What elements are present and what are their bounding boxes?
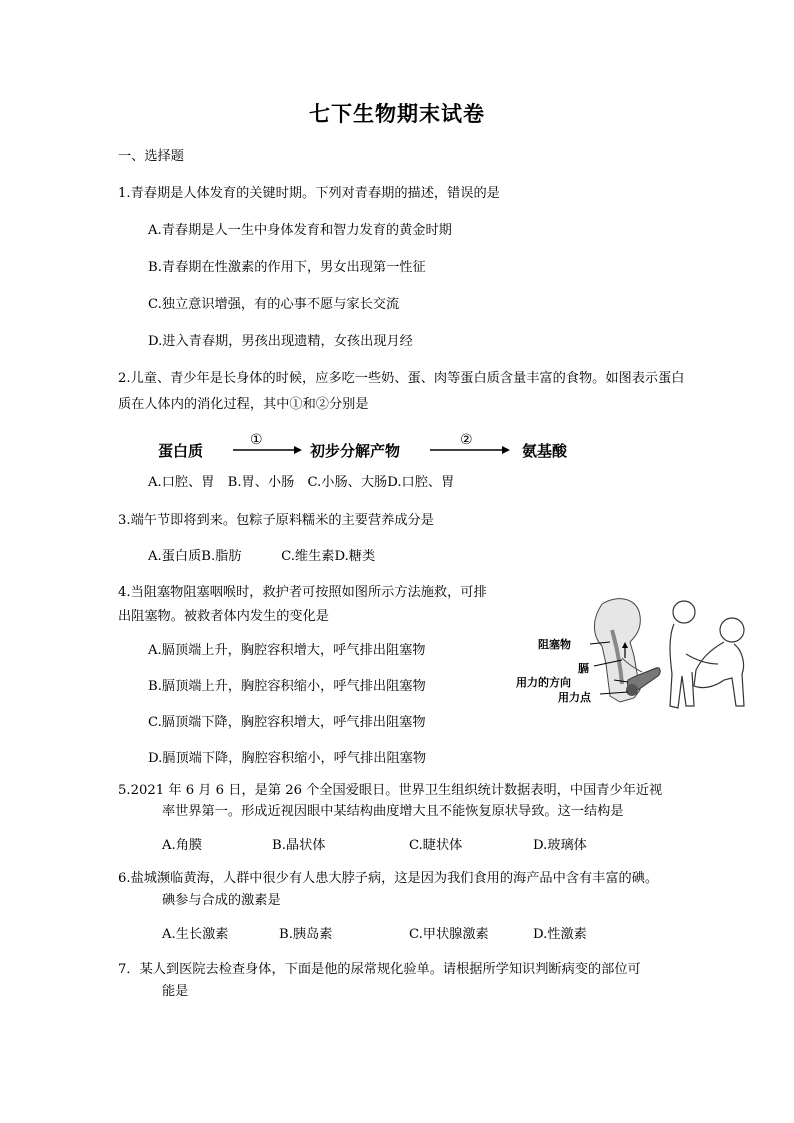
question-2-options: A.口腔、胃 B.胃、小肠 C.小肠、大肠D.口腔、胃 bbox=[148, 475, 455, 490]
question-5-option-a: A.角膜 bbox=[162, 838, 203, 853]
question-6-option-b: B.胰岛素 bbox=[279, 927, 333, 942]
question-6-stem-line-2: 碘参与合成的激素是 bbox=[162, 893, 281, 908]
flow-end-label: 氨基酸 bbox=[522, 442, 568, 460]
question-4-option-d: D.膈顶端下降，胸腔容积缩小，呼气排出阻塞物 bbox=[148, 751, 427, 766]
heimlich-illustration bbox=[510, 594, 750, 724]
label-force-direction: 用力的方向 bbox=[516, 676, 571, 689]
question-1-option-c: C.独立意识增强，有的心事不愿与家长交流 bbox=[148, 297, 400, 312]
question-4-stem: 4.当阻塞物阻塞咽喉时，救护者可按照如图所示方法施救，可排出阻塞物。被救者体内发生的变化是 bbox=[118, 585, 487, 624]
question-7-stem-line-1: 7．某人到医院去检查身体，下面是他的尿常规化验单。请根据所学知识判断病变的部位可 bbox=[118, 962, 641, 977]
question-1-option-b: B.青春期在性激素的作用下，男女出现第一性征 bbox=[148, 260, 426, 275]
question-5-option-d: D.玻璃体 bbox=[533, 838, 587, 853]
flow-step-2-label: ② bbox=[460, 432, 473, 448]
page-title: 七下生物期末试卷 bbox=[309, 102, 485, 126]
question-1-stem: 1.青春期是人体发育的关键时期。下列对青春期的描述，错误的是 bbox=[118, 186, 500, 201]
flow-start-label: 蛋白质 bbox=[158, 442, 204, 460]
question-5-stem-line-2: 率世界第一。形成近视因眼中某结构曲度增大且不能恢复原状导致。这一结构是 bbox=[162, 804, 624, 819]
flow-step-1-label: ① bbox=[250, 432, 263, 448]
question-5-stem-line-1: 5.2021 年 6 月 6 日，是第 26 个全国爱眼日。世界卫生组织统计数据表明，中国青少年近视 bbox=[118, 783, 663, 798]
question-6-stem-line-1: 6.盐城濒临黄海，人群中很少有人患大脖子病，这是因为我们食用的海产品中含有丰富的碘。 bbox=[118, 871, 659, 886]
question-4-option-a: A.膈顶端上升，胸腔容积增大，呼气排出阻塞物 bbox=[148, 643, 426, 658]
question-4-option-b: B.膈顶端上升，胸腔容积缩小，呼气排出阻塞物 bbox=[148, 679, 426, 694]
question-6-option-a: A.生长激素 bbox=[162, 927, 229, 942]
flow-middle-label: 初步分解产物 bbox=[310, 442, 401, 460]
question-3-stem: 3.端午节即将到来。包粽子原料糯米的主要营养成分是 bbox=[118, 513, 434, 528]
question-3-options: A.蛋白质B.脂肪 C.维生素D.糖类 bbox=[148, 549, 376, 564]
label-diaphragm: 膈 bbox=[578, 662, 589, 675]
heimlich-drawing bbox=[510, 594, 750, 724]
question-5-option-c: C.睫状体 bbox=[409, 838, 463, 853]
section-heading: 一、选择题 bbox=[118, 149, 184, 164]
question-4-option-c: C.膈顶端下降，胸腔容积增大，呼气排出阻塞物 bbox=[148, 715, 426, 730]
question-6-option-c: C.甲状腺激素 bbox=[409, 927, 489, 942]
question-6-option-d: D.性激素 bbox=[533, 927, 587, 942]
question-1-option-a: A.青春期是人一生中身体发育和智力发育的黄金时期 bbox=[148, 223, 452, 238]
question-2-stem: 2.儿童、青少年是长身体的时候，应多吃一些奶、蛋、肉等蛋白质含量丰富的食物。如图表示蛋白质在人体内的消化过程，其中①和②分别是 bbox=[118, 371, 685, 412]
question-1-option-d: D.进入青春期，男孩出现遗精，女孩出现月经 bbox=[148, 334, 413, 349]
question-5-option-b: B.晶状体 bbox=[272, 838, 326, 853]
digestion-flow-diagram bbox=[158, 432, 598, 466]
question-7-stem-line-2: 能是 bbox=[162, 984, 189, 999]
label-force-point: 用力点 bbox=[558, 691, 591, 704]
label-blockage: 阻塞物 bbox=[538, 638, 571, 651]
